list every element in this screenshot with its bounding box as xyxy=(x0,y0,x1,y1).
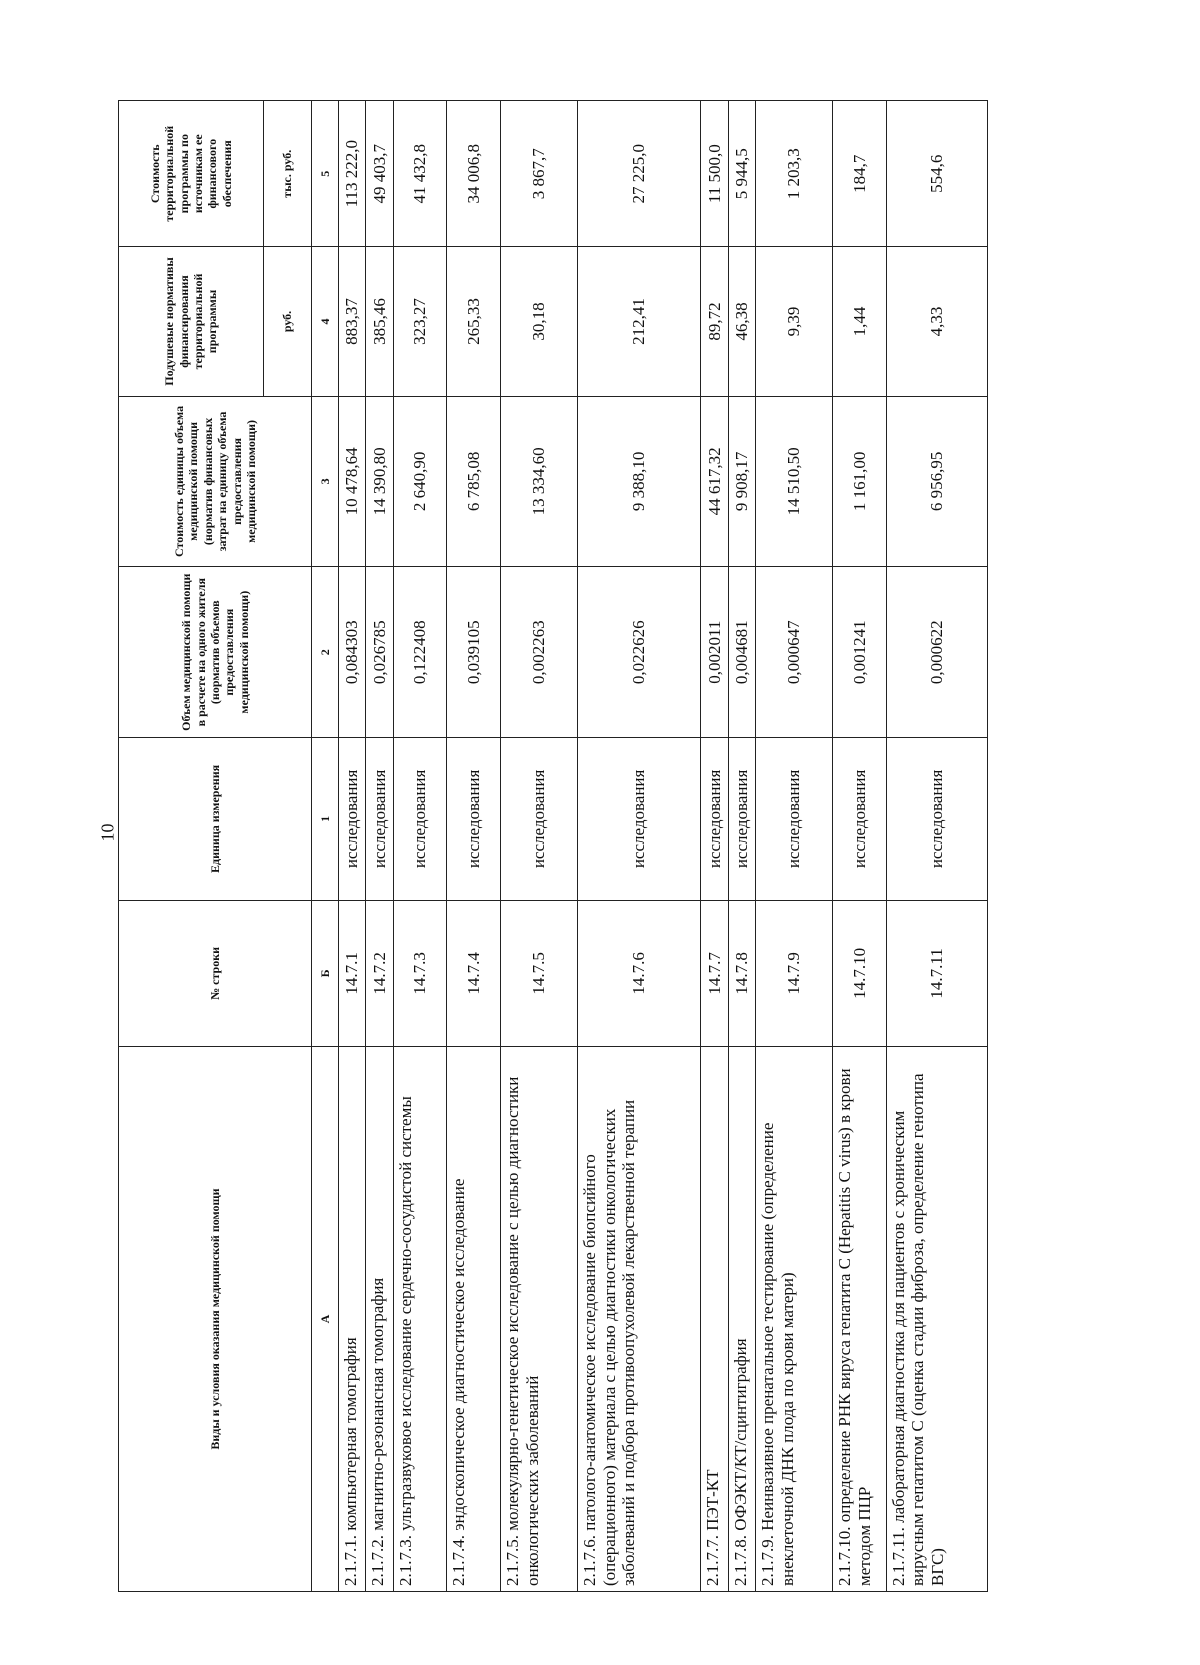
table-row xyxy=(447,101,501,1592)
header-total-cost: Стоимость территориальной программы по источникам ее финансового обеспечения xyxy=(119,101,264,247)
index-cell: 2 xyxy=(312,567,338,738)
units-per-capita: руб. xyxy=(264,247,312,396)
row-name: 2.1.7.2. магнитно-резонансная томография xyxy=(366,1047,393,1592)
rotated-table-container xyxy=(118,100,988,1592)
row-volume: 0,002011 xyxy=(701,567,728,738)
header-per-capita: Подушевые нормативы финансирования территориальной программы xyxy=(119,247,264,396)
row-number: 14.7.11 xyxy=(886,900,987,1046)
row-unit: исследования xyxy=(366,738,393,901)
row-number: 14.7.1 xyxy=(338,900,365,1046)
table-row xyxy=(338,101,365,1592)
row-cost: 10 478,64 xyxy=(338,396,365,567)
row-total: 41 432,8 xyxy=(393,101,447,247)
row-per-capita: 883,37 xyxy=(338,247,365,396)
table-row xyxy=(366,101,393,1592)
row-total: 27 225,0 xyxy=(578,101,701,247)
row-total: 11 500,0 xyxy=(701,101,728,247)
table-row xyxy=(578,101,701,1592)
row-name: 2.1.7.3. ультразвуковое исследование сердечно-сосудистой системы xyxy=(393,1047,447,1592)
row-volume: 0,026785 xyxy=(366,567,393,738)
row-name: 2.1.7.8. ОФЭКТ/КТ/сцинтиграфия xyxy=(728,1047,755,1592)
funding-table xyxy=(118,100,988,1592)
row-name: 2.1.7.10. определение РНК вируса гепатита С (Hepatitis C virus) в крови методом ПЦР xyxy=(832,1047,886,1592)
row-volume: 0,004681 xyxy=(728,567,755,738)
header-volume: Объем медицинской помощи в расчете на одного жителя (норматив объемов предоставления медицинской помощи) xyxy=(119,567,312,738)
row-unit: исследования xyxy=(701,738,728,901)
row-total: 34 006,8 xyxy=(447,101,501,247)
row-number: 14.7.2 xyxy=(366,900,393,1046)
table-row xyxy=(728,101,755,1592)
row-cost: 2 640,90 xyxy=(393,396,447,567)
row-cost: 14 510,50 xyxy=(756,396,833,567)
row-name: 2.1.7.5. молекулярно-генетическое исследование с целью диагностики онкологических заболеваний xyxy=(501,1047,578,1592)
row-cost: 9 908,17 xyxy=(728,396,755,567)
row-per-capita: 30,18 xyxy=(501,247,578,396)
row-unit: исследования xyxy=(338,738,365,901)
row-number: 14.7.4 xyxy=(447,900,501,1046)
row-number: 14.7.10 xyxy=(832,900,886,1046)
row-volume: 0,001241 xyxy=(832,567,886,738)
row-total: 184,7 xyxy=(832,101,886,247)
row-name: 2.1.7.7. ПЭТ-КТ xyxy=(701,1047,728,1592)
row-number: 14.7.7 xyxy=(701,900,728,1046)
row-cost: 1 161,00 xyxy=(832,396,886,567)
header-unit: Единица измерения xyxy=(119,738,312,901)
row-per-capita: 212,41 xyxy=(578,247,701,396)
row-volume: 0,084303 xyxy=(338,567,365,738)
header-unit-cost: Стоимость единицы объема медицинской помощи (норматив финансовых затрат на единицу объема предоставления медицинской помощи) xyxy=(119,396,312,567)
row-per-capita: 46,38 xyxy=(728,247,755,396)
index-cell: 4 xyxy=(312,247,338,396)
row-volume: 0,122408 xyxy=(393,567,447,738)
header-row xyxy=(119,101,264,1592)
table-row xyxy=(393,101,447,1592)
row-total: 3 867,7 xyxy=(501,101,578,247)
row-per-capita: 1,44 xyxy=(832,247,886,396)
header-row-no: № строки xyxy=(119,900,312,1046)
table-row xyxy=(886,101,987,1592)
row-unit: исследования xyxy=(393,738,447,901)
table-row xyxy=(832,101,886,1592)
row-cost: 6 785,08 xyxy=(447,396,501,567)
table-row xyxy=(501,101,578,1592)
row-unit: исследования xyxy=(728,738,755,901)
row-name: 2.1.7.11. лабораторная диагностика для пациентов с хроническим вирусным гепатитом С (оценка стадии фиброза, определение генотипа ВГС) xyxy=(886,1047,987,1592)
index-row xyxy=(312,101,338,1592)
row-total: 113 222,0 xyxy=(338,101,365,247)
row-volume: 0,039105 xyxy=(447,567,501,738)
row-unit: исследования xyxy=(832,738,886,901)
index-cell: 1 xyxy=(312,738,338,901)
row-per-capita: 89,72 xyxy=(701,247,728,396)
row-per-capita: 9,39 xyxy=(756,247,833,396)
row-name: 2.1.7.1. компьютерная томография xyxy=(338,1047,365,1592)
row-volume: 0,000647 xyxy=(756,567,833,738)
row-name: 2.1.7.9. Неинвазивное пренатальное тестирование (определение внеклеточной ДНК плода по крови матери) xyxy=(756,1047,833,1592)
row-unit: исследования xyxy=(447,738,501,901)
row-name: 2.1.7.4. эндоскопическое диагностическое исследование xyxy=(447,1047,501,1592)
row-unit: исследования xyxy=(886,738,987,901)
index-cell: 5 xyxy=(312,101,338,247)
row-unit: исследования xyxy=(501,738,578,901)
row-cost: 14 390,80 xyxy=(366,396,393,567)
row-cost: 44 617,32 xyxy=(701,396,728,567)
units-total-cost: тыс. руб. xyxy=(264,101,312,247)
row-cost: 13 334,60 xyxy=(501,396,578,567)
index-cell: Б xyxy=(312,900,338,1046)
row-name: 2.1.7.6. патолого-анатомическое исследование биопсийного (операционного) материала с целью диагностики онкологических заболеваний и подбора противоопухолевой лекарственной терапии xyxy=(578,1047,701,1592)
index-cell: А xyxy=(312,1047,338,1592)
index-cell: 3 xyxy=(312,396,338,567)
row-per-capita: 265,33 xyxy=(447,247,501,396)
row-number: 14.7.9 xyxy=(756,900,833,1046)
row-per-capita: 4,33 xyxy=(886,247,987,396)
table-row xyxy=(701,101,728,1592)
row-total: 1 203,3 xyxy=(756,101,833,247)
row-unit: исследования xyxy=(756,738,833,901)
row-per-capita: 385,46 xyxy=(366,247,393,396)
row-cost: 6 956,95 xyxy=(886,396,987,567)
page-number: 10 xyxy=(97,823,118,842)
row-number: 14.7.6 xyxy=(578,900,701,1046)
row-total: 49 403,7 xyxy=(366,101,393,247)
row-number: 14.7.3 xyxy=(393,900,447,1046)
header-name: Виды и условия оказания медицинской помощи xyxy=(119,1047,312,1592)
row-total: 554,6 xyxy=(886,101,987,247)
row-number: 14.7.5 xyxy=(501,900,578,1046)
row-total: 5 944,5 xyxy=(728,101,755,247)
table-row xyxy=(756,101,833,1592)
row-volume: 0,000622 xyxy=(886,567,987,738)
row-per-capita: 323,27 xyxy=(393,247,447,396)
row-volume: 0,002263 xyxy=(501,567,578,738)
row-volume: 0,022626 xyxy=(578,567,701,738)
row-cost: 9 388,10 xyxy=(578,396,701,567)
row-unit: исследования xyxy=(578,738,701,901)
row-number: 14.7.8 xyxy=(728,900,755,1046)
